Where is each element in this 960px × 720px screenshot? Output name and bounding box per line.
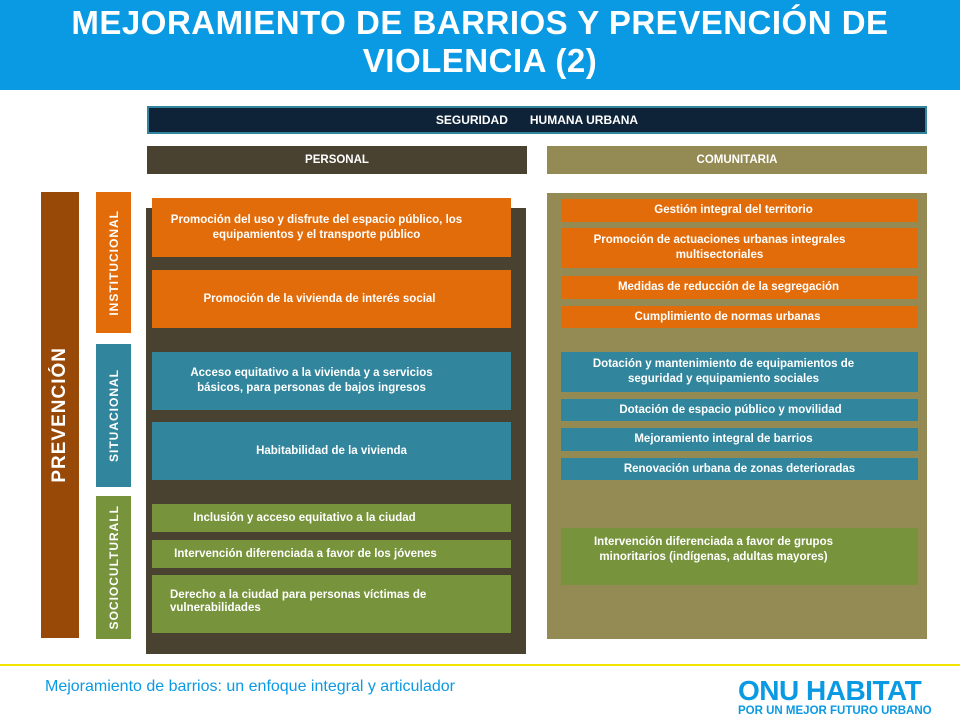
personal-item-acceso-vivienda: Acceso equitativo a la vivienda y a servicios básicos, para personas de bajos ingresos bbox=[152, 352, 511, 410]
comunitaria-item-gestion-territorio: Gestión integral del territorio bbox=[561, 199, 918, 222]
category-institucional-text: INSTITUCIONAL bbox=[106, 209, 121, 316]
seguridad-humana-header bbox=[147, 106, 927, 134]
comunitaria-item-normas-urbanas: Cumplimiento de normas urbanas bbox=[561, 306, 918, 328]
personal-item-derecho-ciudad: Derecho a la ciudad para personas víctimas de vulnerabilidades bbox=[152, 575, 511, 633]
prevencion-label bbox=[41, 192, 79, 638]
header-label-humana-urbana: HUMANA URBANA bbox=[529, 113, 639, 127]
comunitaria-item-segregacion: Medidas de reducción de la segregación bbox=[561, 276, 918, 299]
column-header-comunitaria: COMUNITARIA bbox=[547, 146, 927, 174]
comunitaria-item-espacio-movilidad: Dotación de espacio público y movilidad bbox=[561, 399, 918, 421]
category-institucional bbox=[96, 192, 131, 333]
comunitaria-item-renovacion-urbana: Renovación urbana de zonas deterioradas bbox=[561, 458, 918, 480]
comunitaria-item-actuaciones-integrales: Promoción de actuaciones urbanas integrales multisectoriales bbox=[561, 228, 918, 268]
category-situacional bbox=[96, 344, 131, 487]
personal-item-jovenes: Intervención diferenciada a favor de los jóvenes bbox=[152, 540, 511, 568]
comunitaria-item-mejoramiento-barrios: Mejoramiento integral de barrios bbox=[561, 428, 918, 451]
category-sociocultural-text: SOCIOCULTURALL bbox=[106, 505, 121, 630]
column-header-personal: PERSONAL bbox=[147, 146, 527, 174]
page-title: MEJORAMIENTO DE BARRIOS Y PREVENCIÓN DE VIOLENCIA (2) bbox=[71, 4, 889, 79]
category-sociocultural bbox=[96, 496, 131, 639]
header-label-seguridad: SEGURIDAD bbox=[435, 113, 508, 127]
personal-item-vivienda-interes-social: Promoción de la vivienda de interés social bbox=[152, 270, 511, 328]
prevencion-text: PREVENCIÓN bbox=[49, 347, 70, 483]
personal-item-espacio-publico: Promoción del uso y disfrute del espacio público, los equipamientos y el transporte público bbox=[152, 198, 511, 257]
onu-habitat-slogan: POR UN MEJOR FUTURO URBANO bbox=[738, 705, 932, 717]
category-situacional-text: SITUACIONAL bbox=[106, 369, 121, 462]
personal-item-inclusion: Inclusión y acceso equitativo a la ciudad bbox=[152, 504, 511, 532]
footer-caption: Mejoramiento de barrios: un enfoque integral y articulador bbox=[44, 678, 455, 695]
comunitaria-item-equipamientos: Dotación y mantenimiento de equipamientos de seguridad y equipamiento sociales bbox=[561, 352, 918, 392]
comunitaria-item-grupos-minoritarios: Intervención diferenciada a favor de grupos minoritarios (indígenas, adultas mayores) bbox=[561, 528, 918, 585]
footer-divider bbox=[0, 664, 960, 666]
onu-habitat-logo: ONU HABITAT bbox=[738, 675, 922, 706]
personal-item-habitabilidad: Habitabilidad de la vivienda bbox=[152, 422, 511, 480]
